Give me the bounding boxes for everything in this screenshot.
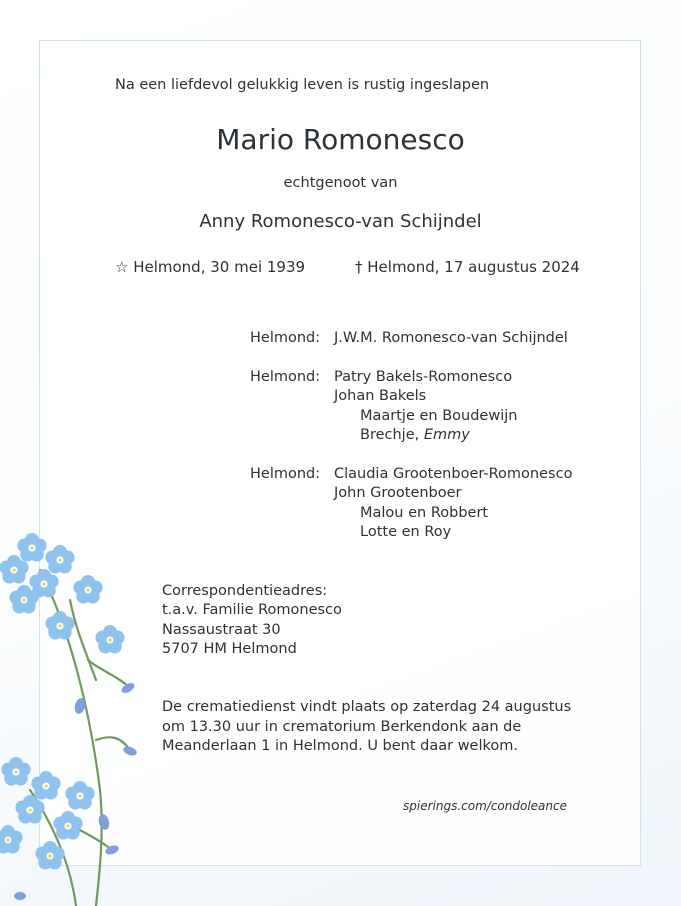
condolence-website: spierings.com/condoleance xyxy=(403,799,567,813)
correspondence-line: Nassaustraat 30 xyxy=(162,622,281,638)
family-member: Johan Bakels xyxy=(334,388,427,404)
grandchild: Malou en Robbert xyxy=(360,505,489,521)
intro-text: Na een liefdevol gelukkig leven is rustig ingeslapen xyxy=(115,77,490,93)
service-line: om 13.30 uur in crematorium Berkendonk aan de xyxy=(162,719,522,735)
family-member: J.W.M. Romonesco-van Schijndel xyxy=(334,330,568,346)
great-grandchild-name: Emmy xyxy=(423,427,470,443)
family-member: Patry Bakels-Romonesco xyxy=(334,369,513,385)
family-member: Claudia Grootenboer-Romonesco xyxy=(334,466,573,482)
family-place: Helmond: xyxy=(250,466,321,482)
correspondence-line: 5707 HM Helmond xyxy=(162,641,297,657)
correspondence-heading: Correspondentieadres: xyxy=(162,583,328,599)
deceased-name: Mario Romonesco xyxy=(216,123,465,156)
family-place: Helmond: xyxy=(250,369,321,385)
spouse-label: echtgenoot van xyxy=(283,175,398,191)
family-place: Helmond: xyxy=(250,330,321,346)
grandchild-name: Brechje, xyxy=(360,427,420,443)
spouse-name: Anny Romonesco-van Schijndel xyxy=(199,211,482,232)
correspondence-line: t.a.v. Familie Romonesco xyxy=(162,602,342,618)
forget-me-not-flowers-illustration xyxy=(0,510,160,906)
grandchild: Maartje en Boudewijn xyxy=(360,408,518,424)
grandchild: Lotte en Roy xyxy=(360,524,452,540)
death-info: † Helmond, 17 augustus 2024 xyxy=(355,258,580,276)
birth-info: ☆ Helmond, 30 mei 1939 xyxy=(115,258,306,276)
service-line: De crematiedienst vindt plaats op zaterdag 24 augustus xyxy=(162,699,572,715)
service-line: Meanderlaan 1 in Helmond. U bent daar welkom. xyxy=(162,738,518,754)
family-member: John Grootenboer xyxy=(334,485,462,501)
grandchild xyxy=(360,426,470,446)
